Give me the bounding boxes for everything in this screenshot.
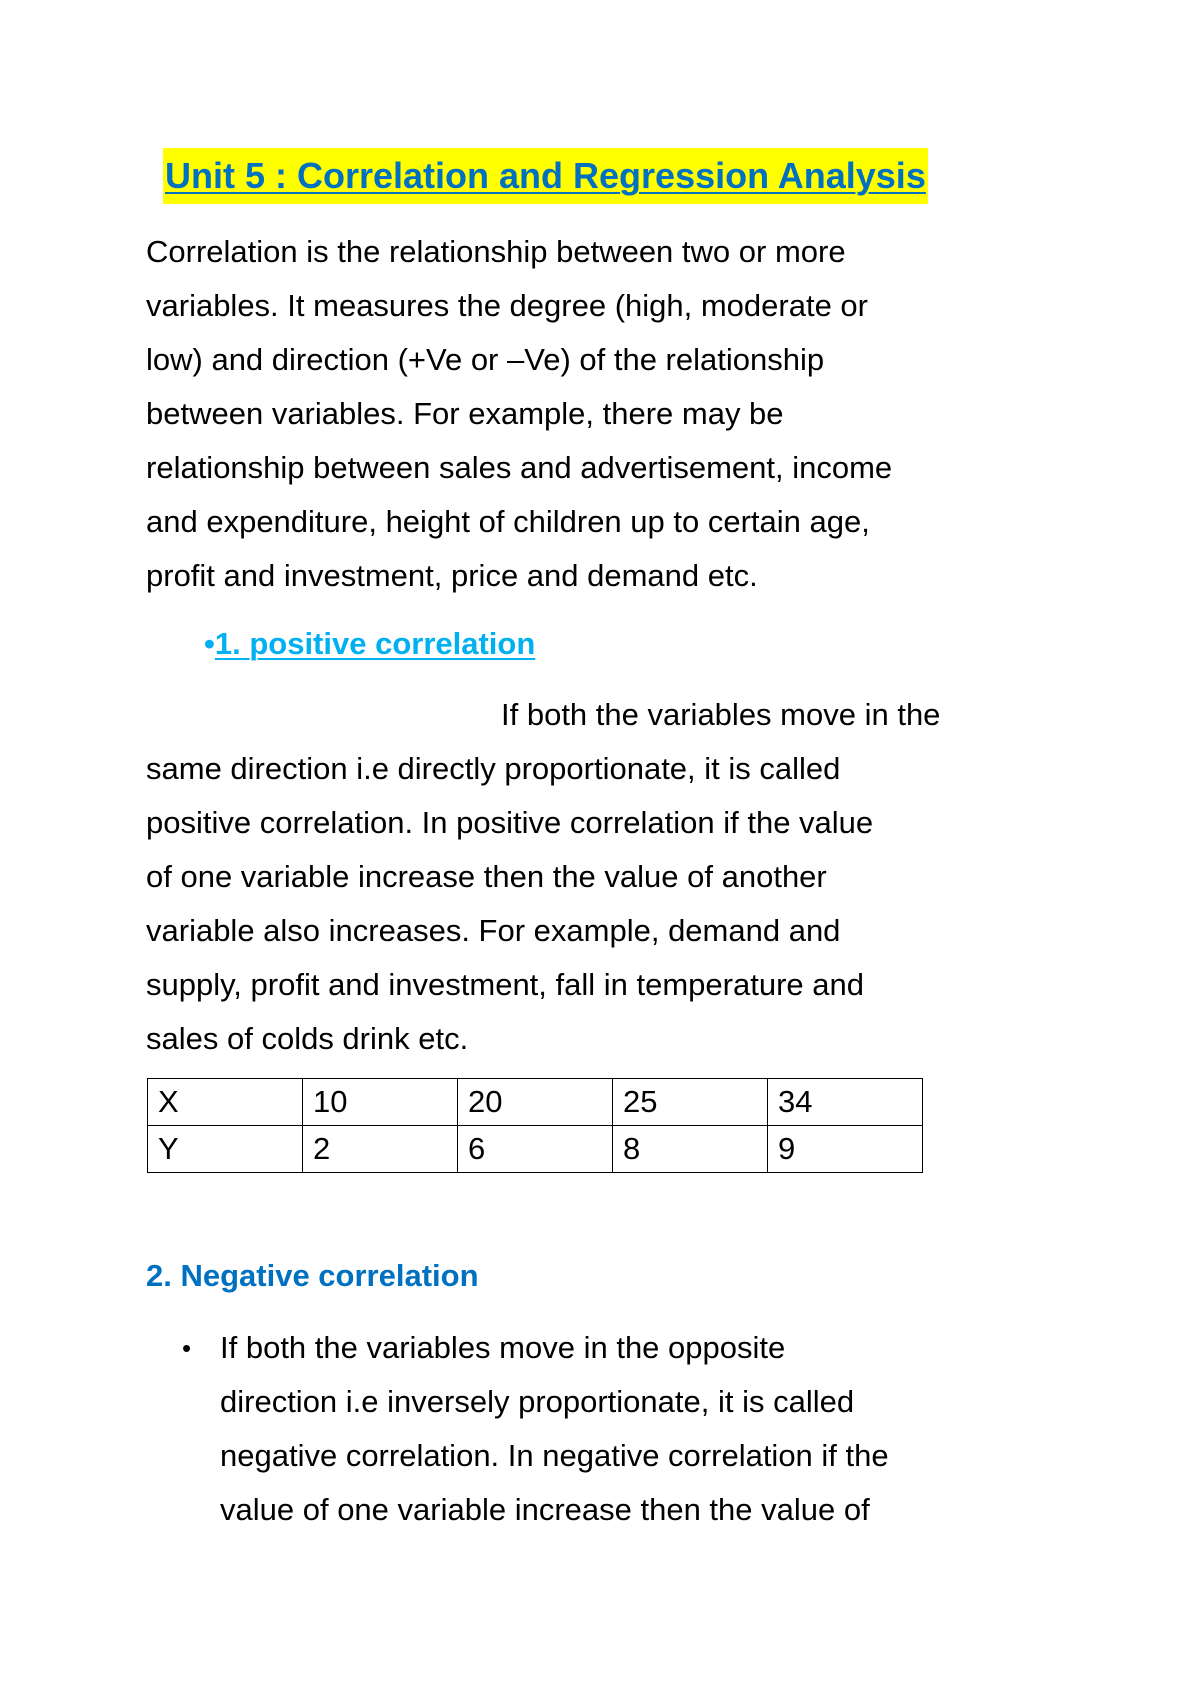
negative-correlation-heading: 2. Negative correlation: [146, 1258, 479, 1293]
text-line: and expenditure, height of children up to certain age,: [146, 504, 870, 539]
table-cell: 8: [613, 1126, 768, 1173]
table-row: [148, 1126, 923, 1173]
text-line: direction i.e inversely proportionate, it is called: [220, 1384, 855, 1419]
text-line: sales of colds drink etc.: [146, 1021, 469, 1056]
text-line: of one variable increase then the value of another: [146, 859, 827, 894]
text-line: variables. It measures the degree (high, moderate or: [146, 288, 868, 323]
table-cell: X: [148, 1079, 303, 1126]
table-cell: 9: [768, 1126, 923, 1173]
table-cell: 25: [613, 1079, 768, 1126]
table-cell: Y: [148, 1126, 303, 1173]
text-line: low) and direction (+Ve or –Ve) of the relationship: [146, 342, 825, 377]
text-line: negative correlation. In negative correlation if the: [220, 1438, 889, 1473]
bullet-icon: •: [204, 626, 215, 661]
table-cell: 6: [458, 1126, 613, 1173]
table-row: [148, 1079, 923, 1126]
text-line: profit and investment, price and demand etc.: [146, 558, 758, 593]
text-line: value of one variable increase then the value of: [220, 1492, 870, 1527]
list-item: [182, 1321, 889, 1537]
text-line: relationship between sales and advertisement, income: [146, 450, 893, 485]
heading-text: 1. positive correlation: [214, 626, 536, 661]
bullet-icon: •: [182, 1333, 192, 1363]
intro-paragraph: [146, 225, 892, 603]
text-line: If both the variables move in the opposite: [220, 1330, 786, 1365]
positive-correlation-heading: [204, 617, 535, 671]
text-line: supply, profit and investment, fall in temperature and: [146, 967, 864, 1002]
text-line: same direction i.e directly proportionate, it is called: [146, 751, 841, 786]
text-line: variable also increases. For example, demand and: [146, 913, 841, 948]
text-line: between variables. For example, there may be: [146, 396, 784, 431]
text-line: positive correlation. In positive correlation if the value: [146, 805, 874, 840]
positive-correlation-paragraph: [146, 688, 940, 1066]
table-cell: 2: [303, 1126, 458, 1173]
text-line: If both the variables move in the: [501, 697, 941, 732]
negative-correlation-list: [182, 1321, 889, 1537]
text-line: Correlation is the relationship between two or more: [146, 234, 846, 269]
page-title: Unit 5 : Correlation and Regression Analysis: [163, 148, 928, 204]
table-cell: 20: [458, 1079, 613, 1126]
xy-data-table: [147, 1078, 923, 1173]
table-cell: 34: [768, 1079, 923, 1126]
table-cell: 10: [303, 1079, 458, 1126]
